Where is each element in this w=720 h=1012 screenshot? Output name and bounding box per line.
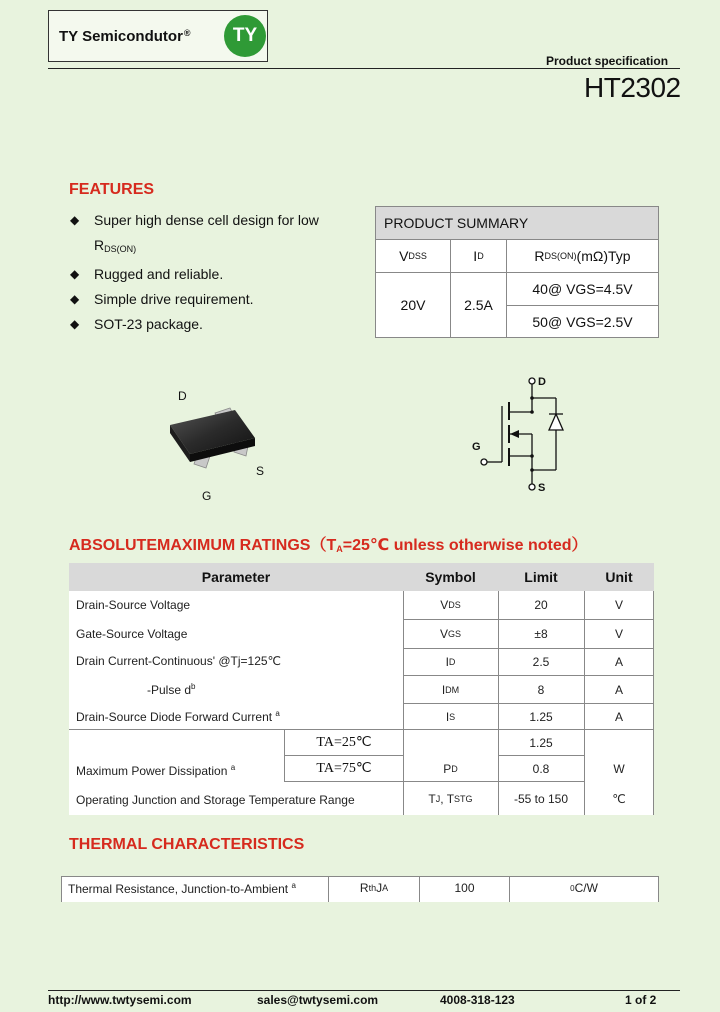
param-pulse	[147, 682, 195, 697]
ratings-title-paren: （T	[310, 537, 337, 554]
schematic-source-label: S	[538, 482, 546, 494]
param-temperature-range: Operating Junction and Storage Temperature Range	[76, 793, 355, 807]
package-pin-d-label: D	[178, 389, 187, 403]
footer-email-link[interactable]: sales@twtysemi.com	[257, 993, 379, 1007]
ratings-title-main: ABSOLUTEMAXIMUM RATINGS	[69, 537, 311, 554]
unit-vgs: V	[614, 627, 623, 641]
ratings-table-header	[69, 563, 654, 591]
param-gate-source-voltage: Gate-Source Voltage	[76, 627, 188, 641]
rds-value-1: 40@ VGS=4.5V	[532, 281, 633, 297]
feature-item	[70, 312, 319, 337]
thermal-param-text: Thermal Resistance, Junction-to-Ambient	[68, 882, 289, 896]
thermal-unit	[510, 876, 658, 900]
symbol-subscript: A	[382, 883, 389, 893]
rds-symbol: R	[534, 248, 545, 264]
header-divider	[48, 68, 680, 69]
condition-ta75: TA=75℃	[316, 761, 372, 776]
symbol-subscript: GS	[448, 629, 462, 639]
symbol-main: P	[443, 761, 452, 776]
condition-ta25: TA=25℃	[316, 735, 372, 750]
footer-divider	[48, 990, 680, 991]
unit-id: A	[614, 655, 623, 669]
features-title: FEATURES	[69, 181, 155, 198]
param-text: Drain-Source Diode Forward Current	[76, 710, 273, 724]
ratings-title-subscript: A	[336, 544, 343, 554]
thermal-symbol	[329, 876, 419, 900]
symbol-id	[403, 649, 498, 675]
symbol-main: V	[439, 627, 448, 641]
symbol-subscript: DM	[445, 684, 460, 695]
diamond-bullet-icon: ◆	[70, 317, 80, 331]
unit-text: C/W	[574, 881, 598, 895]
thermal-param-sup: a	[291, 881, 296, 890]
ratings-table	[69, 563, 654, 815]
spec-label: Product specification	[546, 54, 669, 68]
symbol-mid: , T	[440, 791, 455, 806]
company-name-text: TY Semicondutor	[59, 28, 183, 45]
rds-unit: (mΩ)Typ	[576, 248, 631, 264]
footer-phone: 4008-318-123	[440, 993, 515, 1007]
limit-vds: 20	[534, 598, 548, 612]
feature-item	[70, 208, 319, 233]
col-id-header	[451, 240, 506, 272]
symbol-rest: J	[376, 881, 383, 895]
symbol-vds	[403, 591, 498, 619]
symbol-subscript: J	[435, 793, 441, 804]
feature-continuation	[70, 233, 319, 262]
diamond-bullet-icon: ◆	[70, 292, 80, 306]
symbol-subscript: DS	[448, 600, 461, 610]
vdss-subscript: DSS	[408, 251, 427, 261]
id-value: 2.5A	[464, 297, 493, 313]
ratings-title	[69, 532, 588, 555]
unit-pd: W	[613, 761, 625, 776]
feature-text: Super high dense cell design for low	[94, 212, 319, 228]
product-summary-header	[376, 207, 658, 239]
rds-value-2: 50@ VGS=2.5V	[532, 313, 633, 330]
id-subscript: D	[477, 251, 484, 261]
param-pulse-sup: b	[191, 682, 196, 691]
company-name	[59, 28, 191, 45]
limit-pd-25: 1.25	[529, 735, 553, 750]
footer-website-link[interactable]: http://www.twtysemi.com	[48, 993, 192, 1007]
symbol-main: V	[440, 598, 449, 612]
rds-symbol: R	[94, 237, 105, 253]
symbol-subscript: S	[449, 711, 456, 722]
mosfet-schematic-icon	[466, 370, 576, 500]
col-vdss-header	[376, 240, 450, 272]
part-number: HT2302	[584, 72, 681, 103]
param-diode-forward-current	[76, 709, 280, 724]
thermal-parameter	[68, 881, 296, 896]
param-text: Maximum Power Dissipation	[76, 764, 228, 778]
package-pin-g-label: G	[202, 489, 212, 503]
param-pulse-text: -Pulse d	[147, 683, 192, 697]
limit-id: 2.5	[532, 655, 550, 669]
symbol-pd	[403, 756, 498, 781]
symbol-subscript: STG	[454, 793, 473, 804]
symbol-is	[403, 704, 498, 729]
symbol-subscript: th	[368, 883, 377, 893]
feature-text: SOT-23 package.	[94, 316, 203, 332]
limit-pd-75: 0.8	[532, 761, 550, 776]
product-summary-table	[375, 206, 659, 338]
unit-idm: A	[614, 682, 623, 697]
limit-idm: 8	[537, 682, 545, 697]
product-summary-title: PRODUCT SUMMARY	[384, 215, 529, 231]
param-power-dissipation	[76, 763, 235, 778]
unit-is: A	[614, 709, 623, 724]
symbol-subscript: D	[451, 763, 458, 774]
symbol-subscript: D	[448, 657, 456, 667]
feature-item	[70, 287, 319, 312]
rds-subscript: DS(ON)	[544, 251, 577, 261]
symbol-vgs	[403, 620, 498, 648]
header-symbol: Symbol	[425, 569, 476, 585]
ty-logo-icon: TY	[224, 15, 266, 57]
thermal-value: 100	[454, 881, 475, 895]
symbol-main: R	[359, 881, 369, 895]
symbol-main: T	[428, 791, 436, 806]
symbol-main: I	[445, 709, 450, 724]
divider	[61, 876, 62, 902]
col-rds-header	[507, 240, 658, 272]
limit-vgs: ±8	[534, 627, 548, 641]
thermal-table	[61, 876, 659, 902]
schematic-drain-label: D	[538, 376, 546, 388]
param-sup: a	[275, 709, 280, 718]
id-symbol: I	[473, 248, 478, 264]
unit-vds: V	[614, 598, 623, 612]
vdss-symbol: V	[399, 248, 409, 264]
ratings-title-condition: =25℃ unless otherwise noted）	[342, 537, 588, 554]
param-drain-current-continuous: Drain Current-Continuous' @Tj=125℃	[76, 654, 282, 668]
feature-text: Rugged and reliable.	[94, 266, 224, 282]
page-number: 1 of 2	[625, 993, 657, 1007]
unit-degree: 0	[570, 883, 575, 893]
vdss-value: 20V	[400, 297, 426, 313]
param-sup: a	[230, 763, 236, 772]
limit-is: 1.25	[529, 709, 553, 724]
feature-item	[70, 262, 319, 287]
symbol-tj-tstg	[403, 782, 498, 815]
header-unit: Unit	[605, 569, 633, 585]
unit-temperature: ℃	[612, 791, 626, 806]
symbol-main: I	[445, 655, 449, 669]
registered-mark: ®	[183, 28, 191, 38]
symbol-main: I	[441, 682, 446, 697]
schematic-gate-label: G	[472, 441, 481, 453]
limit-temperature: -55 to 150	[513, 791, 569, 806]
header-parameter: Parameter	[201, 569, 271, 585]
divider	[658, 876, 659, 902]
sot23-package-image	[150, 380, 280, 510]
rds-subscript: DS(ON)	[104, 244, 137, 254]
thermal-title: THERMAL CHARACTERISTICS	[69, 836, 305, 853]
param-drain-source-voltage: Drain-Source Voltage	[76, 598, 191, 612]
package-pin-s-label: S	[256, 464, 265, 478]
header-limit: Limit	[524, 569, 558, 585]
diamond-bullet-icon: ◆	[70, 267, 80, 281]
symbol-idm	[403, 676, 498, 703]
company-logo-box	[48, 10, 268, 62]
diamond-bullet-icon: ◆	[70, 213, 80, 227]
feature-text: Simple drive requirement.	[94, 291, 254, 307]
features-list	[70, 208, 319, 337]
